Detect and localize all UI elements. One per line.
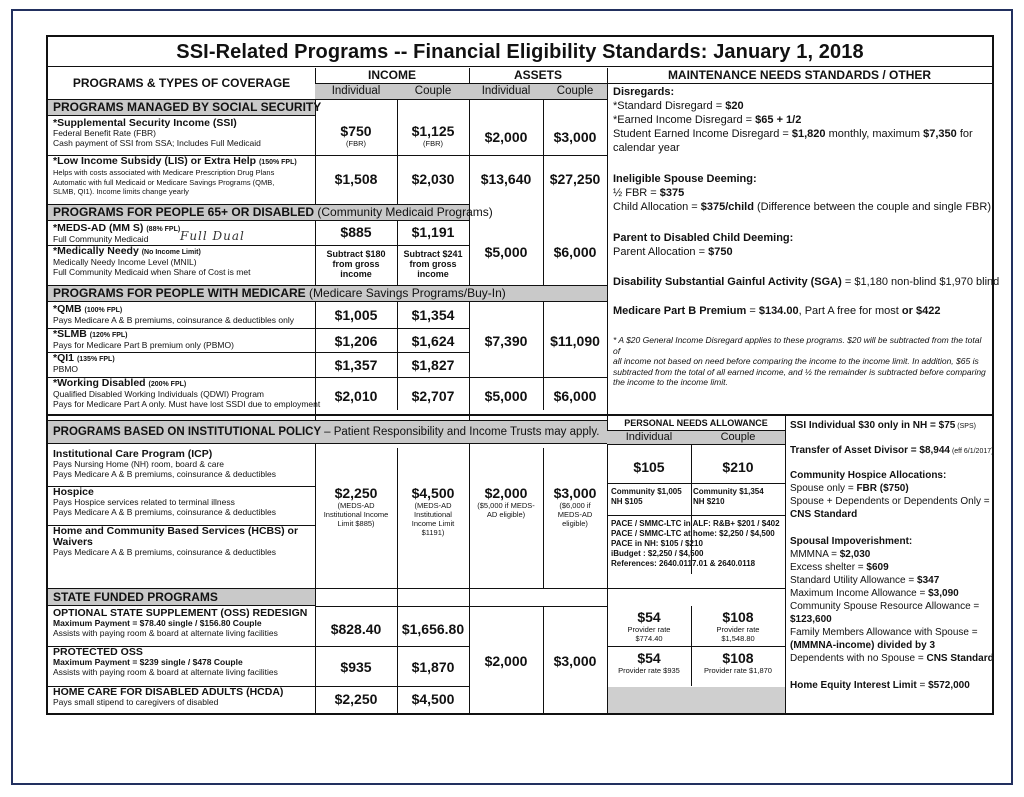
pna-ind-community: Community $1,005 NH $105 <box>611 487 682 506</box>
shaded-cell <box>608 687 785 713</box>
row-slmb <box>48 329 315 351</box>
program-desc: PBMO <box>53 364 79 374</box>
student-disregard-cont: calendar year <box>613 142 680 154</box>
program-desc: Federal Benefit Rate (FBR) <box>53 128 156 138</box>
program-title: *Supplemental Security Income (SSI) <box>53 117 237 129</box>
lis-assets-individual: $13,640 <box>480 171 532 187</box>
hline <box>607 515 785 516</box>
hline <box>607 646 785 647</box>
family-allowance: Family Members Allowance with Spouse = <box>790 627 978 638</box>
inst-income-couple: $4,500 (MEDS-AD Institutional Income Limit $1191) <box>411 485 455 537</box>
row-hcda <box>48 687 315 713</box>
section-subtitle: – Patient Responsibility and Income Trusts may apply. <box>324 426 600 438</box>
earned-income-disregard: *Earned Income Disregard = $65 + 1/2 <box>613 114 802 126</box>
page-title: SSI-Related Programs -- Financial Eligibility Standards: January 1, 2018 <box>48 37 992 67</box>
inst-income-individual: $2,250 (MEDS-AD Institutional Income Limit $885) <box>323 485 389 528</box>
lis-assets-couple: $27,250 <box>549 171 601 187</box>
ssi-nh-line: SSI Individual $30 only in NH = $75 (SPS) <box>790 420 976 431</box>
spouse-dependents: Spouse + Dependents or Dependents Only = <box>790 496 990 507</box>
child-allocation: Child Allocation = $375/child (Difference between the couple and single FBR) <box>613 201 991 213</box>
program-title: PROTECTED OSS <box>53 646 143 658</box>
section-65-or-disabled <box>48 204 493 221</box>
slmb-income-couple: $1,624 <box>411 333 455 349</box>
program-desc: Assists with paying room & board at alternate living facilities <box>53 627 278 638</box>
hospice-allocations-heading: Community Hospice Allocations: <box>790 470 947 481</box>
disregards-heading: Disregards: <box>613 86 675 98</box>
eligibility-sheet <box>46 35 1000 715</box>
sga-line: Disability Substantial Gainful Activity (SGA) = $1,180 non-blind $1,970 blind <box>613 276 1000 288</box>
qmb-income-couple: $1,354 <box>411 307 455 323</box>
row-medically-needy <box>48 246 315 282</box>
ssi-income-individual: $750 (FBR) <box>340 123 372 148</box>
header-maintenance: MAINTENANCE NEEDS STANDARDS / OTHER <box>667 68 932 82</box>
fpl-tag: (150% FPL) <box>258 159 297 166</box>
oss-income-individual: $828.40 <box>330 621 382 637</box>
program-title: *QI1 <box>53 352 75 364</box>
row-hospice <box>48 487 315 523</box>
pna-cpl-community: Community $1,354 NH $210 <box>693 487 764 506</box>
row-qi1 <box>48 353 315 375</box>
program-desc: Pays Medicare A & B premiums, coinsurance & deductibles <box>53 547 276 557</box>
section-social-security <box>48 99 322 116</box>
header-assets: ASSETS <box>513 68 562 82</box>
program-title: *Medically Needy <box>53 245 139 257</box>
hline <box>607 483 785 484</box>
meds-ad-income-individual: $885 <box>340 224 372 240</box>
max-income-allowance: Maximum Income Allowance = $3,090 <box>790 588 959 599</box>
hline-thick <box>48 414 992 416</box>
section-title: PROGRAMS MANAGED BY SOCIAL SECURITY <box>53 100 322 114</box>
program-title: Hospice <box>53 486 94 498</box>
excess-shelter: Excess shelter = $609 <box>790 562 889 573</box>
hcda-income-individual: $2,250 <box>334 691 378 707</box>
program-desc: Full Community Medicaid <box>53 234 149 244</box>
transfer-divisor: Transfer of Asset Divisor = $8,944 (eff 6/1/2017) <box>790 445 994 456</box>
program-desc: Pays Medicare A & B premiums, coinsurance & deductibles <box>53 468 276 479</box>
spousal-impoverishment-heading: Spousal Impoverishment: <box>790 536 913 547</box>
family-allowance-formula: (MMMNA-income) divided by 3 <box>790 640 936 651</box>
row-working-disabled <box>48 377 321 412</box>
poss-income-individual: $935 <box>340 659 372 675</box>
mn-income-couple: Subtract $241 from gross income <box>403 249 463 279</box>
mmmna: MMMNA = $2,030 <box>790 549 871 560</box>
state-assets-couple: $3,000 <box>553 653 597 669</box>
qi1-income-couple: $1,827 <box>411 357 455 373</box>
col-divider <box>785 416 786 713</box>
pna-poss-individual: $54 Provider rate $935 <box>618 650 680 675</box>
fpl-tag: (100% FPL) <box>84 307 123 314</box>
section-title: PROGRAMS FOR PEOPLE 65+ OR DISABLED <box>53 205 315 219</box>
wd-income-couple: $2,707 <box>411 388 455 404</box>
ssi-assets-individual: $2,000 <box>484 129 528 145</box>
program-desc: Helps with costs associated with Medicare Prescription Drug Plans <box>53 168 275 177</box>
qmb-income-individual: $1,005 <box>334 307 378 323</box>
state-assets-individual: $2,000 <box>484 653 528 669</box>
lis-income-couple: $2,030 <box>411 171 455 187</box>
meds-ad-income-couple: $1,191 <box>411 224 455 240</box>
program-desc: Pays for Medicare Part A only. Must have lost SSDI due to employment <box>53 398 321 409</box>
pna-couple-header: Couple <box>691 430 785 445</box>
slmb-assets-couple: $11,090 <box>550 333 600 349</box>
handwritten-note: Full Dual <box>180 229 245 243</box>
row-lis <box>48 156 315 204</box>
fpl-tag: (No Income Limit) <box>141 249 201 256</box>
header-income: INCOME <box>368 68 416 82</box>
pna-poss-couple: $108 Provider rate $1,870 <box>704 650 772 675</box>
program-desc: Pays small stipend to caregivers of disabled <box>53 697 219 707</box>
poss-income-couple: $1,870 <box>411 659 455 675</box>
program-desc: Medically Needy Income Level (MNIL) <box>53 257 197 267</box>
hline <box>315 606 607 607</box>
ineligible-spouse-heading: Ineligible Spouse Deeming: <box>613 173 757 185</box>
standard-disregard: *Standard Disregard = $20 <box>613 100 744 112</box>
ssi-assets-couple: $3,000 <box>553 129 597 145</box>
program-desc: Maximum Payment = $78.40 single / $156.80 Couple <box>53 618 262 628</box>
csra-value: $123,600 <box>790 614 832 625</box>
section-medicare <box>48 285 607 302</box>
inst-assets-couple: $3,000 ($6,000 if MEDS-AD eligible) <box>553 485 597 528</box>
utility-allowance: Standard Utility Allowance = $347 <box>790 575 940 586</box>
pna-header: PERSONAL NEEDS ALLOWANCE <box>624 418 768 428</box>
parent-allocation: Parent Allocation = $750 <box>613 246 733 258</box>
mn-income-individual: Subtract $180 from gross income <box>326 249 386 279</box>
program-desc: Pays Hospice services related to terminal illness <box>53 497 235 507</box>
slmb-assets-individual: $7,390 <box>484 333 528 349</box>
program-desc: Pays Medicare A & B premiums, coinsurance & deductibles <box>53 506 276 517</box>
dependents-no-spouse: Dependents with no Spouse = CNS Standard <box>790 653 994 664</box>
hcda-income-couple: $4,500 <box>411 691 455 707</box>
header-programs: PROGRAMS & TYPES OF COVERAGE <box>72 76 291 90</box>
program-desc: Maximum Payment = $239 single / $478 Couple <box>53 657 243 667</box>
pna-oss-couple: $108 Provider rate $1,548.80 <box>716 609 760 643</box>
program-desc: Qualified Disabled Working Individuals (QDWI) Program <box>53 389 265 399</box>
lis-income-individual: $1,508 <box>334 171 378 187</box>
program-desc: SLMB, QI1). Income limits change yearly <box>53 187 189 196</box>
wd-assets-individual: $5,000 <box>484 388 528 404</box>
program-title: *Working Disabled <box>53 377 146 389</box>
row-ssi <box>48 118 315 154</box>
program-title: HOME CARE FOR DISABLED ADULTS (HCDA) <box>53 686 284 698</box>
cns-standard: CNS Standard <box>790 509 858 520</box>
row-protected-oss <box>48 647 315 683</box>
subheader-income-couple: Couple <box>397 83 469 100</box>
program-desc: Pays for Medicare Part B premium only (PBMO) <box>53 340 234 350</box>
spouse-only: Spouse only = FBR ($750) <box>790 483 909 494</box>
row-hcbs <box>48 526 315 566</box>
wd-assets-couple: $6,000 <box>553 388 597 404</box>
row-qmb <box>48 304 315 326</box>
program-title: *SLMB <box>53 328 87 340</box>
program-title: Institutional Care Program (ICP) <box>53 448 213 460</box>
program-desc: Pays Nursing Home (NH) room, board & care <box>53 459 225 469</box>
program-desc: Assists with paying room & board at alternate living facilities <box>53 666 278 677</box>
section-title: STATE FUNDED PROGRAMS <box>53 590 218 604</box>
pna-couple: $210 <box>722 459 754 475</box>
program-desc: Automatic with full Medicaid or Medicare Savings Programs (QMB, <box>53 177 275 187</box>
wd-income-individual: $2,010 <box>334 388 378 404</box>
fpl-tag: (88% FPL) <box>146 226 181 233</box>
program-title: *QMB <box>53 303 82 315</box>
program-title: Home and Community Based Services (HCBS) or <box>53 525 299 537</box>
section-state-funded <box>48 588 315 606</box>
half-fbr: ½ FBR = $375 <box>613 187 685 199</box>
fpl-tag: (200% FPL) <box>148 381 187 388</box>
slmb-income-individual: $1,206 <box>334 333 378 349</box>
section-institutional <box>48 420 607 444</box>
subheader-assets-individual: Individual <box>469 83 543 100</box>
medicare-part-b: Medicare Part B Premium = $134.00, Part A free for most or $422 <box>613 305 941 317</box>
program-desc: Full Community Medicaid when Share of Cost is met <box>53 266 251 277</box>
home-equity-limit: Home Equity Interest Limit = $572,000 <box>790 680 970 691</box>
pna-oss-individual: $54 Provider rate $774.40 <box>627 609 671 643</box>
footnote: * A $20 General Income Disregard applies to these programs. $20 will be subtracted from the total of all income not based on need before comparing the income to the income limit. In addition, $65 is subtracted from the total of all earned income, and ½ the remainder is subtracted before comparing the income to the income limit. <box>613 335 986 387</box>
student-disregard: Student Earned Income Disregard = $1,820 monthly, maximum $7,350 for <box>613 128 973 140</box>
program-title: Waivers <box>53 536 93 548</box>
inst-assets-individual: $2,000 ($5,000 if MEDS- AD eligible) <box>477 485 535 519</box>
pna-pace-info: PACE / SMMC-LTC in ALF: R&B+ $201 / $402 PACE / SMMC-LTC at home: $2,250 / $4,500 PACE in NH: $105 / $210 iBudget : $2,250 / $4,500 References: 2640.0117.01 & 2640.0118 <box>611 519 780 568</box>
program-desc: Cash payment of SSI from SSA; Includes Full Medicaid <box>53 137 261 148</box>
section-title: PROGRAMS BASED ON INSTITUTIONAL POLICY <box>53 426 321 438</box>
program-title: *Low Income Subsidy (LIS) or Extra Help <box>53 155 257 167</box>
section-subtitle: (Medicare Savings Programs/Buy-In) <box>309 286 506 300</box>
program-desc: Pays Medicare A & B premiums, coinsurance & deductibles only <box>53 315 294 325</box>
subheader-assets-couple: Couple <box>543 83 607 100</box>
fpl-tag: (120% FPL) <box>89 332 128 339</box>
col-divider <box>543 606 544 713</box>
csra: Community Spouse Resource Allowance = <box>790 601 980 612</box>
program-title: *MEDS-AD (MM S) <box>53 222 144 234</box>
parent-deeming-heading: Parent to Disabled Child Deeming: <box>613 232 794 244</box>
qi1-income-individual: $1,357 <box>334 357 378 373</box>
section-title: PROGRAMS FOR PEOPLE WITH MEDICARE <box>53 286 306 300</box>
ssi-income-couple: $1,125 (FBR) <box>411 123 455 148</box>
row-icp <box>48 449 315 485</box>
pna-individual-header: Individual <box>607 430 691 445</box>
row-oss <box>48 608 315 644</box>
mn-assets-couple: $6,000 <box>553 244 597 260</box>
fpl-tag: (135% FPL) <box>76 356 115 363</box>
program-title: OPTIONAL STATE SUPPLEMENT (OSS) REDESIGN <box>53 607 308 619</box>
oss-income-couple: $1,656.80 <box>401 621 465 637</box>
pna-individual: $105 <box>633 459 665 475</box>
subheader-income-individual: Individual <box>315 83 397 100</box>
mn-assets-individual: $5,000 <box>484 244 528 260</box>
section-subtitle: (Community Medicaid Programs) <box>317 205 493 219</box>
